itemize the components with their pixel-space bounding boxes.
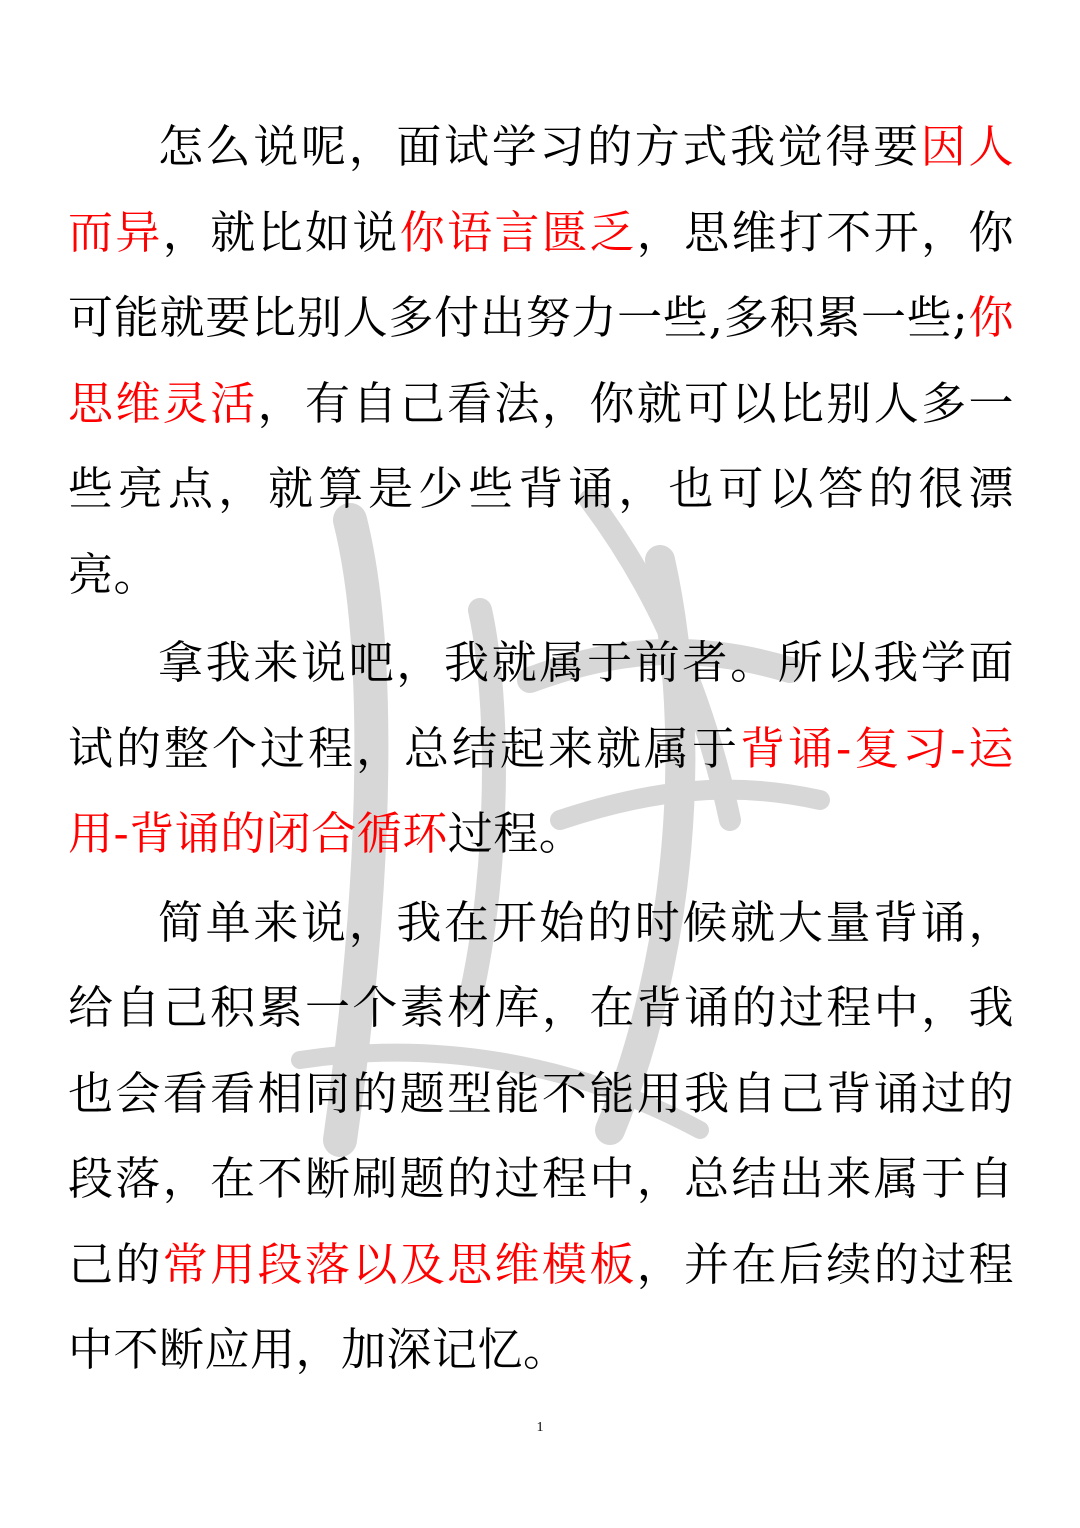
paragraph-1: [68, 104, 1014, 617]
paragraph-3: [68, 880, 1014, 1393]
text-run: ，有自己看法，你就可以比别人多一些亮点，就算是少些背诵，也可以答的很漂亮。: [68, 376, 1014, 601]
text-run: 过程。: [447, 807, 585, 860]
text-run: ，就比如说: [162, 205, 400, 259]
document-body: [68, 104, 1014, 1396]
text-run: 怎么说呢，面试学习的方式我觉得要: [158, 120, 921, 173]
text-run: ，思维打不开，你可能就要比别人多付出努力一些,多积累一些;: [68, 205, 1014, 344]
text-run: ，并在后续的过程中不断应用，加深记忆。: [68, 1237, 1014, 1376]
page-number: 1: [536, 1420, 544, 1435]
text-run: 简单来说，我在开始的时候就大量背诵，给自己积累一个素材库，在背诵的过程中，我也会看看相同的题型能不能用我自己背诵过的段落，在不断刷题的过程中，总结出来属于自己的: [68, 895, 1014, 1291]
text-run: 拿我来说吧，我就属于前者。所以我学面试的整个过程，总结起来就属于: [68, 636, 1014, 775]
highlighted-text-run: 你语言匮乏: [399, 205, 637, 259]
highlighted-text-run: 背诵-复习-运用-背诵的闭合循环: [68, 721, 1014, 860]
highlighted-text-run: 你思维灵活: [68, 291, 1014, 430]
highlighted-text-run: 常用段落以及思维模板: [162, 1237, 637, 1291]
paragraph-2: [68, 620, 1014, 877]
highlighted-text-run: 因人而异: [68, 120, 1014, 259]
